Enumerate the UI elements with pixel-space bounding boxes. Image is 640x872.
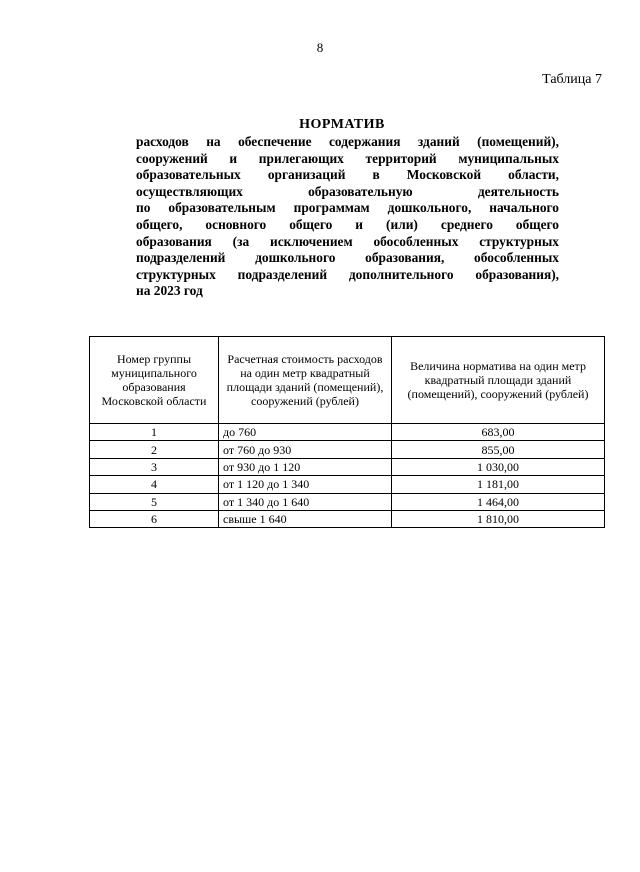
subtitle-line: по образовательным программам дошкольного, начального <box>136 200 559 216</box>
subtitle-line: подразделений дошкольного образования, обособленных <box>136 250 559 266</box>
subtitle-line: общего, основного общего и (или) среднего общего <box>136 216 559 232</box>
table-row <box>90 510 605 527</box>
table-row <box>90 424 605 441</box>
cell-cost: от 1 120 до 1 340 <box>219 476 392 493</box>
normative-table <box>89 336 605 528</box>
cell-group: 4 <box>90 476 219 493</box>
table-label: Таблица 7 <box>542 72 602 87</box>
cell-group: 5 <box>90 493 219 510</box>
subtitle-line: образовательных организаций в Московской области, <box>136 167 559 183</box>
cell-group: 2 <box>90 441 219 458</box>
cell-group: 6 <box>90 510 219 527</box>
cell-value: 1 810,00 <box>392 510 605 527</box>
subtitle-line: структурных подразделений дополнительного образования), <box>136 266 559 282</box>
document-subtitle <box>136 134 559 300</box>
subtitle-line: сооружений и прилегающих территорий муниципальных <box>136 150 559 166</box>
cell-cost: от 760 до 930 <box>219 441 392 458</box>
subtitle-line: расходов на обеспечение содержания зданий (помещений), <box>136 134 559 149</box>
cell-cost: от 1 340 до 1 640 <box>219 493 392 510</box>
cell-cost: до 760 <box>219 424 392 441</box>
subtitle-line: образования (за исключением обособленных структурных <box>136 233 559 249</box>
table-row <box>90 441 605 458</box>
document-title: НОРМАТИВ <box>299 117 385 132</box>
cell-value: 1 030,00 <box>392 458 605 475</box>
table-row <box>90 458 605 475</box>
page-number: 8 <box>316 40 324 55</box>
cell-value: 855,00 <box>392 441 605 458</box>
header-group-number: Номер группы муниципального образования Московской области <box>90 337 219 424</box>
cell-cost: от 930 до 1 120 <box>219 458 392 475</box>
cell-value: 1 464,00 <box>392 493 605 510</box>
cell-value: 683,00 <box>392 424 605 441</box>
table-header-row <box>90 337 605 424</box>
cell-group: 3 <box>90 458 219 475</box>
table-row <box>90 493 605 510</box>
header-estimated-cost: Расчетная стоимость расходов на один метр квадратный площади зданий (помещений), сооружений (рублей) <box>219 337 392 424</box>
cell-cost: свыше 1 640 <box>219 510 392 527</box>
table-row <box>90 476 605 493</box>
subtitle-line: осуществляющих образовательную деятельность <box>136 183 559 199</box>
header-normative-value: Величина норматива на один метр квадратный площади зданий (помещений), сооружений (рублей) <box>392 337 605 424</box>
cell-group: 1 <box>90 424 219 441</box>
subtitle-line: на 2023 год <box>136 283 203 299</box>
cell-value: 1 181,00 <box>392 476 605 493</box>
